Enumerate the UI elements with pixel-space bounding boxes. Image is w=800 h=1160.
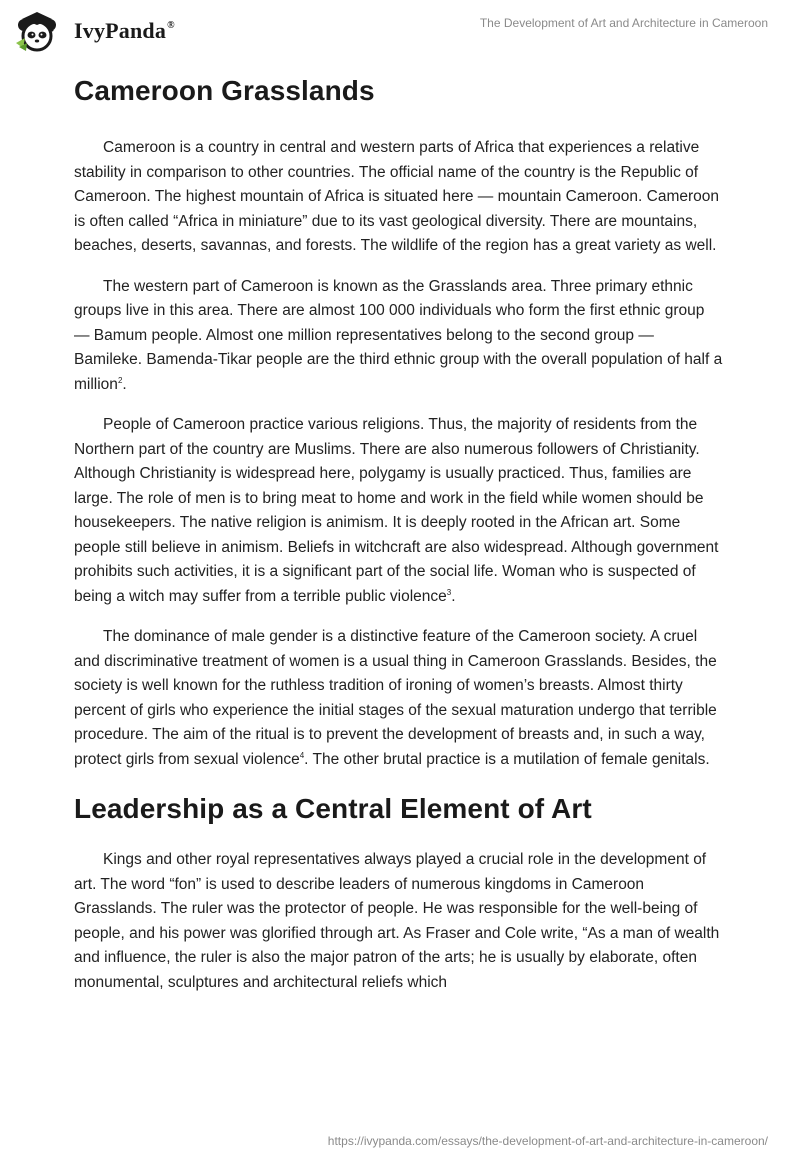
- page-header: [0, 0, 800, 58]
- section-heading: Cameroon Grasslands: [74, 75, 375, 106]
- footnote-ref[interactable]: 3: [446, 587, 452, 597]
- document-title: The Development of Art and Architecture in Cameroon: [479, 16, 768, 30]
- paragraph: Cameroon is a country in central and western parts of Africa that experiences a relative stability in comparison to other countries. The official name of the country is the Republic of Cameroon. The highest mountain of Africa is situated here — mountain Cameroon. Cameroon is often called “Africa in miniature” due to its vast geological diversity. There are mountains, beaches, deserts, savannas, and forests. The wildlife of the region has a great variety as well.: [74, 139, 720, 254]
- section-heading: Leadership as a Central Element of Art: [74, 793, 592, 824]
- paragraph: The western part of Cameroon is known as the Grasslands area. Three primary ethnic groups live in this area. There are almost 100 000 individuals who form the first ethnic group — Bamum people. Almost one million representatives belong to the second group — Bamileke. Bamenda-Tikar people are the third ethnic group with the overall population of half a million$^2$.: [74, 277, 723, 393]
- paragraph: The dominance of male gender is a distinctive feature of the Cameroon society. A cruel and discriminative treatment of women is a usual thing in Cameroon Grasslands. Besides, the society is well known for the ruthless tradition of ironing of women’s breasts. Almost thirty percent of girls who experience the initial stages of the sexual maturation undergo that terrible procedure. The aim of the ritual is to prevent the development of breasts and, in such a way, protect girls from sexual violence$^4$. The other brutal practice is a mutilation of female genitals.: [74, 628, 717, 768]
- article-content: [74, 70, 724, 1011]
- paragraph: People of Cameroon practice various religions. Thus, the majority of residents from the Northern part of the country are Muslims. There are also numerous followers of Christianity. Although Christianity is widespread here, polygamy is usually practiced. Thus, families are large. The role of men is to bring meat to home and work in the field while women should be housekeepers. The native religion is animism. It is deeply rooted in the African art. Some people still believe in animism. Beliefs in witchcraft are also widespread. Although government prohibits such activities, it is a significant part of the social life. Woman who is suspected of being a witch may suffer from a terrible public violence$^3$.: [74, 416, 719, 605]
- logo[interactable]: [14, 9, 175, 53]
- paragraph: Kings and other royal representatives always played a crucial role in the development of art. The word “fon” is used to describe leaders of numerous kingdoms in Cameroon Grasslands. The ruler was the protector of people. He was responsible for the well-being of people, and his power was glorified through art. As Fraser and Cole write, “As a man of wealth and influence, the ruler is also the major patron of the arts; he is usually by elaborate, often monumental, sculptures and architectural reliefs which: [74, 851, 720, 991]
- footnote-ref[interactable]: 4: [299, 750, 305, 760]
- panda-logo-icon: [14, 9, 66, 53]
- footnote-ref[interactable]: 2: [117, 375, 123, 385]
- source-url[interactable]: https://ivypanda.com/essays/the-development-of-art-and-architecture-in-cameroon/: [327, 1134, 768, 1148]
- brand-name: IvyPanda®: [74, 18, 175, 43]
